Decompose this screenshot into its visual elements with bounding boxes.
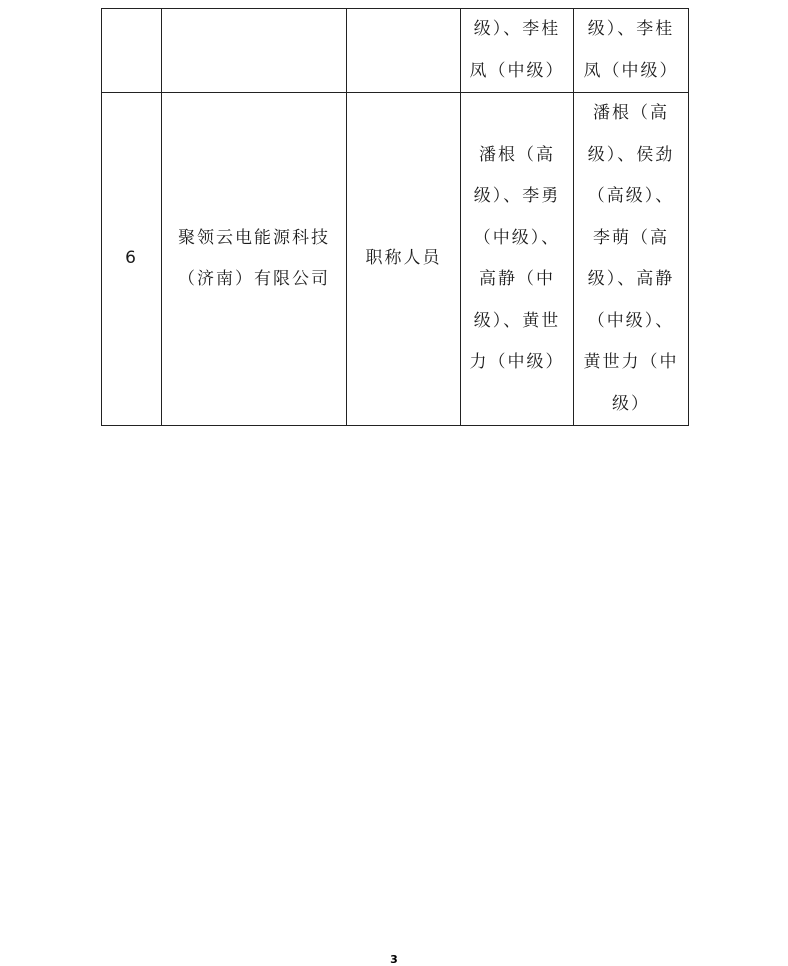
cell-company: 聚领云电能源科技 （济南）有限公司 — [162, 93, 347, 426]
cell-changed-personnel: 级）、李桂 凤（中级） — [574, 9, 689, 93]
cell-company — [162, 9, 347, 93]
cell-category — [347, 9, 461, 93]
cell-changed-personnel: 潘根（高 级）、侯劲 （高级）、 李萌（高 级）、高静 （中级）、 黄世力（中 级） — [574, 93, 689, 426]
table-row — [102, 9, 689, 93]
cell-no: 6 — [102, 93, 162, 426]
cell-original-personnel: 潘根（高 级）、李勇 （中级）、 高静（中 级）、黄世 力（中级） — [461, 93, 574, 426]
table-row — [102, 93, 689, 426]
page-number: 3 — [390, 953, 398, 966]
cell-category: 职称人员 — [347, 93, 461, 426]
cell-no — [102, 9, 162, 93]
cell-original-personnel: 级）、李桂 凤（中级） — [461, 9, 574, 93]
personnel-table — [101, 8, 689, 426]
